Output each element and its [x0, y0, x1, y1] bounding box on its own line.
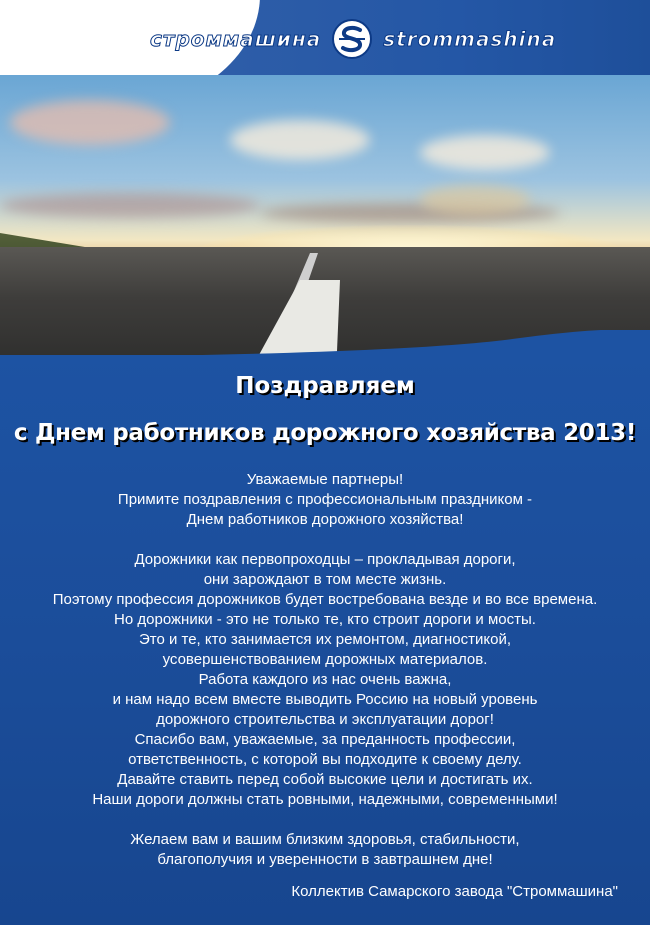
logo-text-cyrillic: строммашина	[150, 27, 322, 51]
wishes-line: Желаем вам и вашим близким здоровья, стабильности,	[130, 831, 520, 848]
paragraph-line: дорожного строительства и эксплуатации дорог!	[156, 711, 494, 728]
paragraph-line: Дорожники как первопроходцы – прокладывая дороги,	[134, 551, 516, 568]
letter-body	[0, 470, 650, 870]
paragraph-line: Это и те, кто занимается их ремонтом, диагностикой,	[138, 631, 512, 648]
paragraph-line: Наши дороги должны стать ровными, надежными, современными!	[92, 791, 558, 808]
heading-congratulate: Поздравляем	[235, 373, 415, 399]
paragraph-line: Но дорожники - это не только те, кто строит дороги и мосты.	[114, 611, 536, 628]
logo-emblem-icon	[331, 18, 373, 60]
paragraph-line: они зарождают в том месте жизнь.	[203, 571, 447, 588]
heading-holiday: с Днем работников дорожного хозяйства 2013!	[13, 420, 637, 446]
signature: Коллектив Самарского завода "Строммашина"	[291, 883, 618, 900]
greeting-line: Примите поздравления с профессиональным праздником -	[117, 491, 533, 508]
greeting-line: Уважаемые партнеры!	[246, 471, 404, 488]
paragraph-line: Давайте ставить перед собой высокие цели и достигать их.	[117, 771, 533, 788]
company-logo	[150, 14, 620, 64]
paragraph-line: и нам надо всем вместе выводить Россию на новый уровень	[112, 691, 538, 708]
greeting-line: Днем работников дорожного хозяйства!	[186, 511, 464, 528]
wishes-line: благополучия и уверенности в завтрашнем дне!	[157, 851, 493, 868]
paragraph-line: Поэтому профессия дорожников будет востребована везде и во все времена.	[52, 591, 598, 608]
logo-text-latin: strommashina	[383, 27, 557, 51]
paragraph-line: Работа каждого из нас очень важна,	[198, 671, 452, 688]
paragraph-line: усовершенствованием дорожных материалов.	[162, 651, 488, 668]
paragraph-line: ответственность, с которой вы подходите к своему делу.	[128, 751, 522, 768]
paragraph-line: Спасибо вам, уважаемые, за преданность профессии,	[134, 731, 516, 748]
